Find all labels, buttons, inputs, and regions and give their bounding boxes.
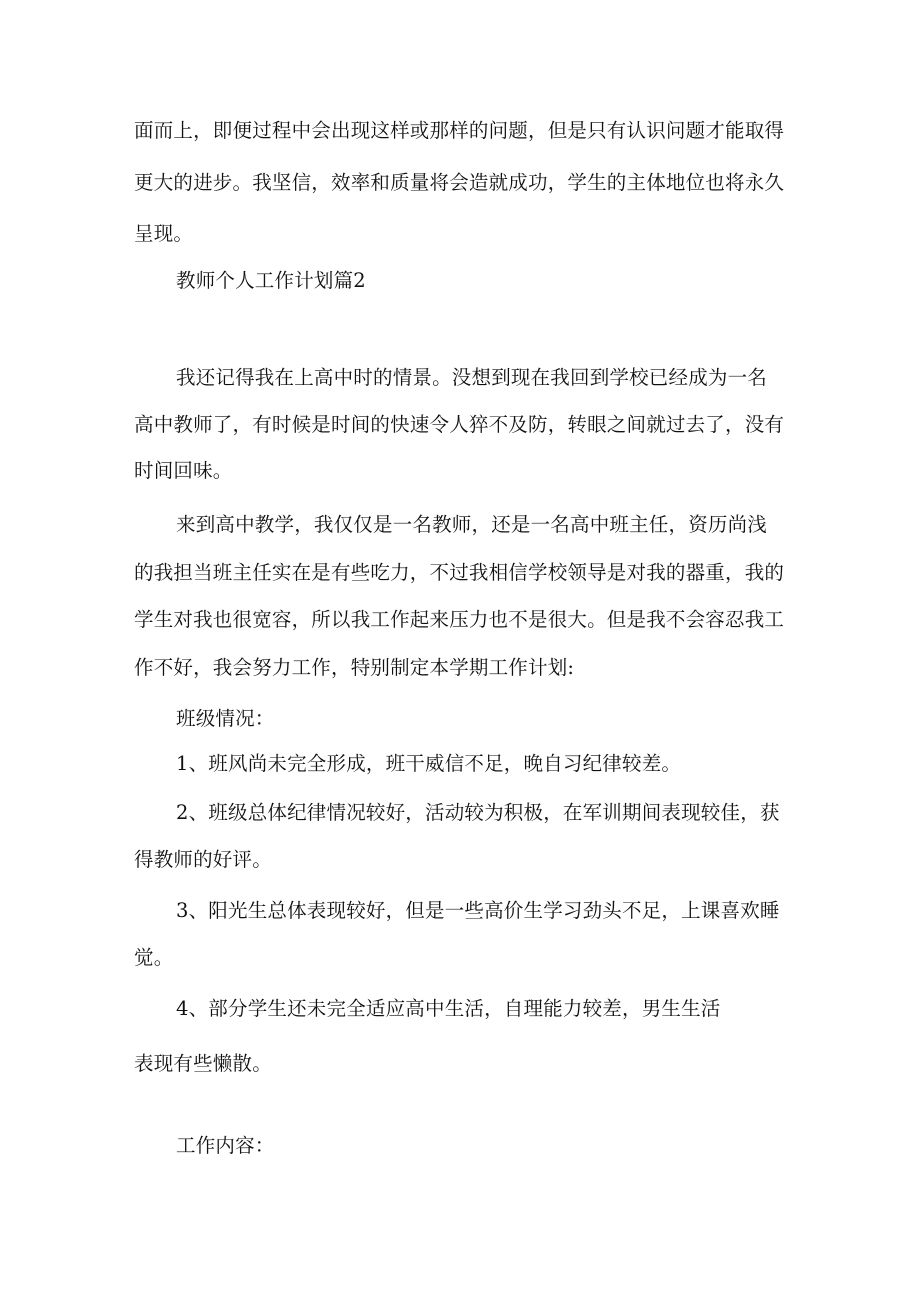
body-line: 高中教师了，有时候是时间的快速令人猝不及防，转眼之间就过去了，没有 <box>134 413 785 436</box>
list-item-continuation: 表现有些懒散。 <box>134 1052 272 1075</box>
subheading: 工作内容： <box>176 1134 275 1157</box>
body-line: 作不好，我会努力工作，特别制定本学期工作计划: <box>134 656 575 679</box>
body-line: 学生对我也很宽容，所以我工作起来压力也不是很大。但是我不会容忍我工 <box>134 608 785 631</box>
body-line: 时间回味。 <box>134 459 233 482</box>
body-line: 的我担当班主任实在是有些吃力，不过我相信学校领导是对我的器重，我的 <box>134 561 785 584</box>
list-item: 1、班风尚未完全形成，班干威信不足，晚自习纪律较差。 <box>176 752 682 775</box>
body-line: 更大的进步。我坚信，效率和质量将会造就成功，学生的主体地位也将永久 <box>134 171 785 194</box>
body-line: 呈现。 <box>134 222 194 245</box>
list-item: 2、班级总体纪律情况较好，活动较为积极，在军训期间表现较佳，获 <box>176 801 780 824</box>
list-item-continuation: 觉。 <box>134 946 174 969</box>
list-item: 4、部分学生还未完全适应高中生活，自理能力较差，男生生活 <box>176 997 721 1020</box>
body-line: 我还记得我在上高中时的情景。没想到现在我回到学校已经成为一名 <box>176 366 768 389</box>
body-line: 面而上，即便过程中会出现这样或那样的问题，但是只有认识问题才能取得 <box>134 119 785 142</box>
list-item-continuation: 得教师的好评。 <box>134 848 272 871</box>
section-heading: 教师个人工作计划篇2 <box>176 269 366 292</box>
list-item: 3、阳光生总体表现较好，但是一些高价生学习劲头不足，上课喜欢睡 <box>176 899 780 922</box>
body-line: 来到高中教学，我仅仅是一名教师，还是一名高中班主任，资历尚浅 <box>176 513 768 536</box>
subheading: 班级情况： <box>176 707 275 730</box>
